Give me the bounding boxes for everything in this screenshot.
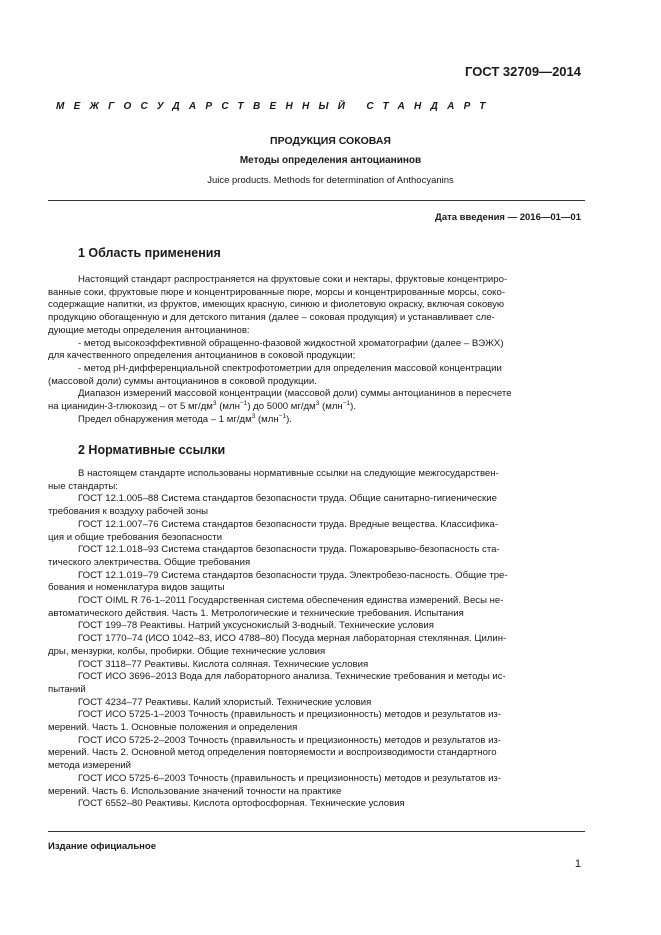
document-title: ПРОДУКЦИЯ СОКОВАЯ xyxy=(270,135,391,147)
reference-line: ГОСТ 6552–80 Реактивы. Кислота ортофосфорная. Технические условия xyxy=(78,798,405,810)
detection-limit: Предел обнаружения метода – 1 $мг/дм^3$ (млн$^{-1}$). xyxy=(78,412,292,425)
reference-line: требования к воздуху рабочей зоны xyxy=(48,506,209,518)
reference-line: автоматического действия. Часть 1. Метрологические и технические требования. Испытания xyxy=(48,607,464,619)
page-number: 1 xyxy=(574,858,581,870)
paragraph-line: продукцию обогащенную и для детского питания (далее – соковая продукция) и устанавливает сле- xyxy=(48,312,495,324)
reference-line: мерений. Часть 1. Основные положения и определения xyxy=(48,722,298,734)
paragraph-line: ные стандарты: xyxy=(48,480,118,492)
effective-date: Дата введения — 2016—01—01 xyxy=(435,212,581,223)
reference-line: дры, мензурки, колбы, пробирки. Общие технические условия xyxy=(48,645,326,657)
measurement-range: на цианидин-3-глюкозид – от 5 $мг/дм^3$ (млн$^{-1}$) до 5000 $мг/дм^3$ (млн$^{-1}$). xyxy=(48,400,357,413)
paragraph-line: Настоящий стандарт распространяется на фруктовые соки и нектары, фруктовые концентриро- xyxy=(78,274,508,285)
section-2-body xyxy=(48,468,583,811)
reference-line: ГОСТ 12.1.018–93 Система стандартов безопасности труда. Пожаровзрыво-безопасность ста- xyxy=(78,544,500,556)
reference-line: ГОСТ 1770–74 (ИСО 1042–83, ИСО 4788–80) Посуда мерная лабораторная стеклянная. Цилин- xyxy=(78,633,507,645)
paragraph-line: Диапазон измерений массовой концентрации (массовой доли) суммы антоцианинов в пересчете xyxy=(78,388,512,400)
reference-line: метода измерений xyxy=(48,760,131,772)
reference-line: ГОСТ 12.1.007–76 Система стандартов безопасности труда. Вредные вещества. Классифика- xyxy=(78,518,499,530)
reference-line: ГОСТ 12.1.005–88 Система стандартов безопасности труда. Общие санитарно-гигиенические xyxy=(78,493,497,505)
paragraph-line: для качественного определения антоцианинов в соковой продукции; xyxy=(48,350,356,362)
paragraph-line: содержащие напитки, из фруктов, имеющих красную, синюю и фиолетовую окраску, включая соковую xyxy=(48,299,505,311)
standard-code: ГОСТ 32709—2014 xyxy=(465,64,581,79)
section-2-heading: 2 Нормативные ссылки xyxy=(78,443,226,457)
footer-divider xyxy=(48,831,585,832)
paragraph-line: дующие методы определения антоцианинов: xyxy=(48,324,250,336)
reference-line: ГОСТ ИСО 5725-1–2003 Точность (правильность и прецизионность) методов и результатов из- xyxy=(78,709,502,721)
reference-line: пытаний xyxy=(48,683,86,695)
paragraph-line: (массовой доли) суммы антоцианинов в соковой продукции. xyxy=(48,375,317,387)
paragraph-line: - метод pH-дифференциальной спектрофотометрии для определения массовой концентрации xyxy=(78,362,502,374)
reference-line: тического электричества. Общие требования xyxy=(48,556,251,568)
reference-line: ГОСТ ИСО 5725-2–2003 Точность (правильность и прецизионность) методов и результатов из- xyxy=(78,734,502,746)
paragraph-line: В настоящем стандарте использованы нормативные ссылки на следующие межгосударствен- xyxy=(78,468,499,479)
reference-line: ГОСТ OIML R 76-1–2011 Государственная система обеспечения единства измерений. Весы не- xyxy=(78,595,504,607)
reference-line: ГОСТ ИСО 3696–2013 Вода для лабораторного анализа. Технические требования и методы ис- xyxy=(78,671,506,683)
reference-line: ГОСТ 12.1.019–79 Система стандартов безопасности труда. Электробезо-пасность. Общие тре- xyxy=(78,569,508,581)
reference-line: ГОСТ ИСО 5725-6–2003 Точность (правильность и прецизионность) методов и результатов из- xyxy=(78,772,502,784)
document-title-english: Juice products. Methods for determination of Anthocyanins xyxy=(207,175,454,186)
section-1-body xyxy=(48,274,583,426)
paragraph-line: - метод высокоэффективной обращенно-фазовой жидкостной хроматографии (далее – ВЭЖХ) xyxy=(78,337,504,349)
reference-line: мерений. Часть 6. Использование значений точности на практике xyxy=(48,785,342,797)
official-edition-label: Издание официальное xyxy=(48,841,156,852)
reference-line: ГОСТ 3118–77 Реактивы. Кислота соляная. Технические условия xyxy=(78,658,369,670)
reference-line: ция и общие требования безопасности xyxy=(48,531,223,543)
reference-line: бования и номенклатура видов защиты xyxy=(48,582,225,594)
document-subtitle: Методы определения антоцианинов xyxy=(239,155,422,166)
standard-banner: МЕЖГОСУДАРСТВЕННЫЙ СТАНДАРТ xyxy=(56,101,495,112)
paragraph-line: ванные соки, фруктовые пюре и концентрированные пюре, морсы и концентрированные морсы, соко- xyxy=(48,286,506,298)
header-divider xyxy=(48,200,585,201)
reference-line: ГОСТ 4234–77 Реактивы. Калий хлористый. Технические условия xyxy=(78,696,372,708)
section-1-heading: 1 Область применения xyxy=(78,246,221,260)
reference-line: мерений. Часть 2. Основной метод определения повторяемости и воспроизводимости стандартного xyxy=(48,747,497,759)
reference-line: ГОСТ 199–78 Реактивы. Натрий уксуснокислый 3-водный. Технические условия xyxy=(78,620,434,632)
